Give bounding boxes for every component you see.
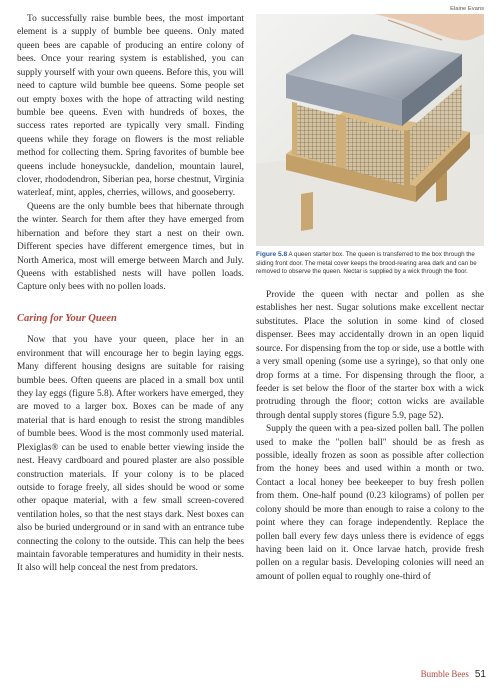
section-heading: Caring for Your Queen <box>17 312 117 324</box>
page-number: 51 <box>474 669 486 680</box>
left-column <box>17 13 244 576</box>
figure-photo <box>256 14 484 246</box>
body-paragraph: Supply the queen with a pea-sized pollen ball. The pollen used to make the "pollen ball" should be as fresh as possible, ideally frozen as soon as possible after collection from the honey bees and used within a month or two. Contact a local honey bee beekeeper to buy fresh pollen from them. One-half pound (0.23 kilograms) of pollen per colony should be more than enough to raise a colony to the point where they can forage independently. Replace the pollen ball every few days unless there is evidence of eggs having been laid on it. Once larvae hatch, provide fresh pollen on a regular basis. Developing colonies will need an amount of pollen equal to roughly one-third of <box>256 424 484 582</box>
figure-caption-text: A queen starter box. The queen is transferred to the box through the sliding front door. The metal cover keeps the brood-rearing area dark and can be removed to observe the queen. Nectar is supplied by a wick through the floor. <box>256 251 477 276</box>
page-footer <box>384 669 486 683</box>
right-column <box>256 289 484 584</box>
figure-label: Figure 5.8 <box>256 251 288 258</box>
body-paragraph: To successfully raise bumble bees, the most important element is a supply of bumble bee queens. Only mated queen bees are capable of producing an entire colony of bees. Once your rearing system is established, you can supply yourself with your own queens. Before this, you will need to capture wild bumble bee queens. Some people set out empty boxes with the hope of attracting wild nesting bumble bee queens. Even with hundreds of boxes, the success rates reported are typically very small. Finding queens while they forage on flowers is the most reliable method for collecting them. Spring favorites of bumble bee queens include honeysuckle, dandelion, mountain laurel, clover, rhododendron, Siberian pea, horse chestnut, Virginia waterleaf, mint, apples, cherries, willows, and gooseberry. <box>17 14 244 199</box>
body-paragraph: Provide the queen with nectar and pollen as she establishes her nest. Sugar solutions make excellent nectar substitutes. Place the solution in some kind of closed dispenser. Bees may accidentally drown in an open liquid source. For dispensing from the top or side, use a bottle with a very small opening (some use a syringe), so that only one drop forms at a time. For dispensing through the floor, a feeder is set below the floor of the starter box with a wick protruding through the floor; cotton wicks are available through dental supply stores (figure 5.9, page 52). <box>256 290 484 421</box>
figure-caption <box>256 251 484 277</box>
body-paragraph: Queens are the only bumble bees that hibernate through the winter. Search for them after they have emerged from hibernation and before they start a nest on their own. Different species have different emergence times, but in North America, most will emerge between March and July. Queens with established nests will have pollen loads. Capture only bees with no pollen loads. <box>17 201 244 293</box>
queen-starter-box-image <box>256 14 484 246</box>
running-title: Bumble Bees <box>420 669 469 679</box>
photo-credit: Elaine Evans <box>450 6 484 12</box>
body-paragraph: Now that you have your queen, place her in an environment that will encourage her to begin laying eggs. Many different housing designs are suitable for raising bumble bees. Often queens are placed in a small box until they lay eggs (figure 5.8). After workers have emerged, they are moved to a larger box. Boxes can be made of any material that is hard enough to resist the strong mandibles of bumble bees. Wood is the most commonly used material. Plexiglas® can be used to enable better viewing inside the nest. Heavy cardboard and poured plaster are also possible construction materials. If your colony is to be placed outside to forage freely, all sides should be wood or some other opaque material, with a few small screen-covered ventilation holes, so that the nest stays dark. Nest boxes can also be buried underground or in sand with an entrance tube connecting the colony to the outside. This can help the bees maintain favorable temperatures and humidity in their nests. It also will help conceal the nest from predators. <box>17 335 244 574</box>
